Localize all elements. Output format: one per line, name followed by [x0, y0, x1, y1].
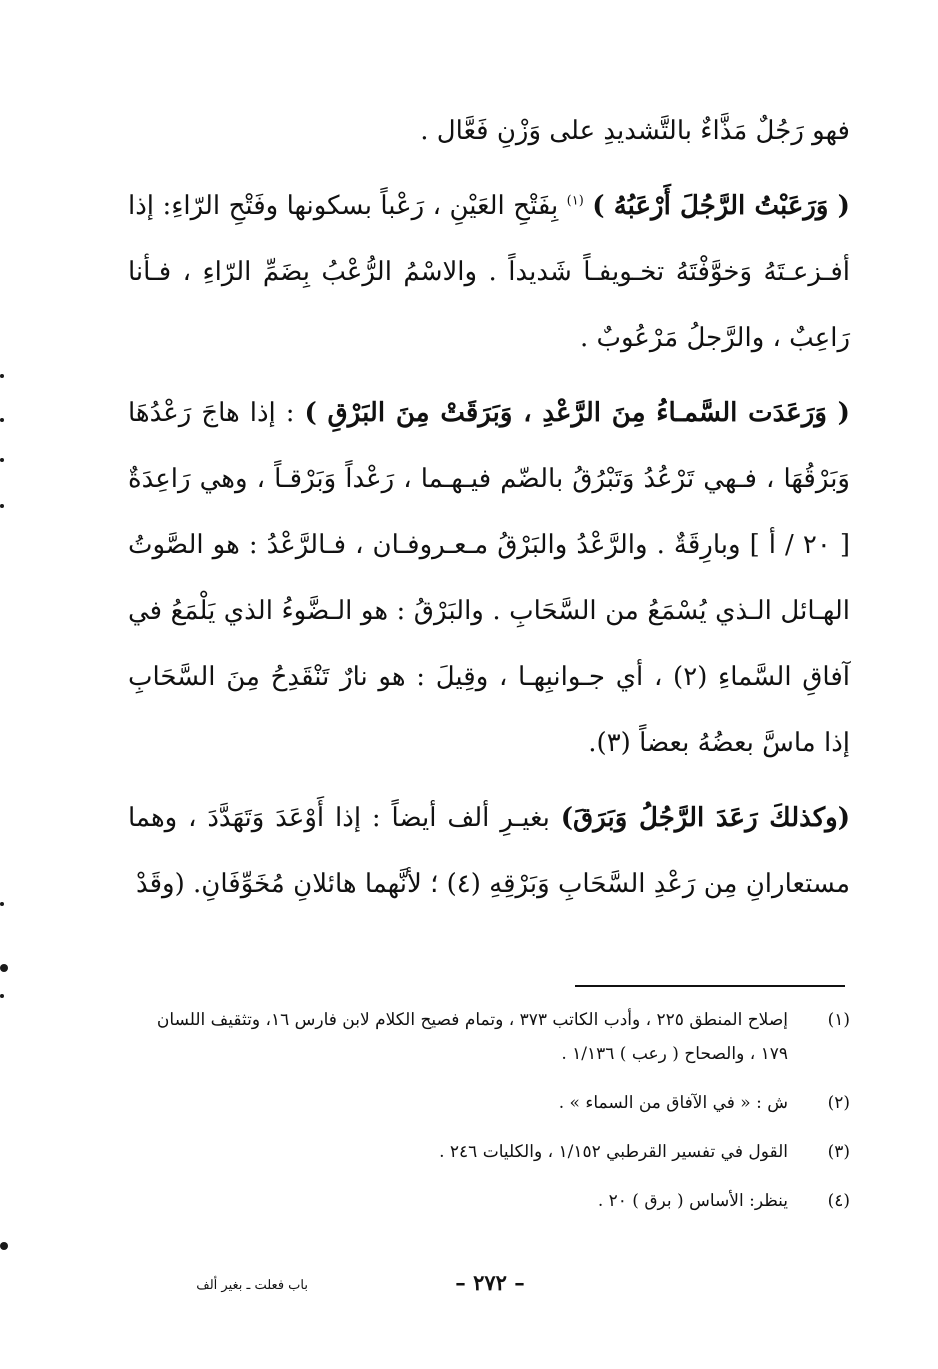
footnote-3	[128, 1135, 850, 1169]
footnote-number: (٢)	[827, 1093, 850, 1113]
footnote-number: (٤)	[827, 1191, 850, 1211]
footnote-2	[128, 1086, 850, 1120]
running-header: باب فعلت ـ بغير ألف	[196, 1278, 308, 1293]
footnote-separator	[575, 985, 845, 987]
footnote-ref-1: (١)	[566, 193, 584, 209]
footnote-text: القول في تفسير القرطبي ١/١٥٢ ، والكليات ٢٤٦ .	[439, 1142, 788, 1162]
paragraph-3-body: : إذا هاجَ رَعْدُهَا وَبَرْقُهَا ، فـهي تَرْعُدُ وَتَبْرُقُ بالضّم فيـهـما ، رَعْداً وَبَرْقـاً ، وهي رَاعِدَةٌ [ ٢٠ / أ ] وبارِقَةٌ . والرَّعْدُ والبَرْقُ مـعـروفـان ، فـالرَّعْدُ : هو الصَّوتُ الهـائل الـذي يُسْمَعُ من السَّحَابِ . والبَرْقُ : هو الـضَّوءُ الذي يَلْمَعُ في آفاقِ السَّماءِ (٢) ، أي جـوانبِهـا ، وقِيلَ : هو نارٌ تَنْقَدِحُ مِنَ السَّحَابِ إذا ماسَّ بعضُهُ بعضاً (٣).	[128, 398, 850, 758]
paragraph-4-body: بغيـرِ ألف أيضاً : إذا أَوْعَدَ وَتَهَدَّدَ ، وهما مستعارانِ مِن رَعْدِ السَّحَابِ وَبَرْقِهِ (٤) ؛ لأنَّهما هائلانِ مُخَوِّفَانِ. (وقَدْ	[128, 803, 850, 899]
margin-dot	[0, 1242, 8, 1250]
page-number: – ٢٧٢ –	[455, 1270, 525, 1295]
margin-speck	[0, 374, 4, 378]
paragraph-3	[128, 380, 850, 776]
paragraph-2	[128, 173, 850, 371]
margin-dot	[0, 964, 8, 972]
margin-speck	[0, 504, 4, 508]
footnote-text: إصلاح المنطق ٢٢٥ ، وأدب الكاتب ٣٧٣ ، وتمام فصيح الكلام لابن فارس ١٦، وتثقيف اللسان ١٧٩ ، والصحاح ( رعب ) ١/١٣٦ .	[156, 1010, 788, 1064]
paragraph-2-body: بِفَتْحِ العَيْنِ ، رَعْباً بسكونها وفَتْحِ الرّاءِ: إذا أفـزعـتَهُ وَخوَّفْتَهُ تخـويفـاً شَديداً . والاسْمُ الرُّعْبُ بِضَمِّ الرّاءِ ، فـأنا رَاعِبٌ ، والرَّجلُ مَرْعُوبٌ .	[128, 191, 850, 353]
paragraph-1	[128, 98, 850, 164]
footnote-4	[128, 1184, 850, 1218]
footnote-text: ينظر: الأساس ( برق ) ٢٠ .	[597, 1191, 788, 1211]
footnote-text: ش : « في الآفاق من السماء » .	[558, 1093, 788, 1113]
margin-speck	[0, 458, 4, 462]
margin-speck	[0, 994, 4, 998]
footnotes	[128, 1003, 850, 1233]
margin-speck	[0, 418, 4, 422]
paragraph-3-headword: ( وَرَعَدَت السَّمـاءُ مِنَ الرَّعْدِ ، وَبَرَقَتْ مِنَ البَرْقِ )	[304, 398, 850, 428]
paragraph-2-headword: ( وَرَعَبْتُ الرَّجُلَ أَرْعَبُهُ )	[592, 191, 850, 221]
paragraph-1-body: فهو رَجُلٌ مَذَّاءٌ بالتَّشديدِ على وَزْنِ فَعَّال .	[420, 116, 850, 146]
paragraph-4-headword: (وكذلكَ رَعَدَ الرَّجُلُ وَبَرَقَ)	[560, 803, 850, 833]
footnote-number: (١)	[827, 1010, 850, 1030]
main-text	[128, 98, 850, 917]
footnote-1	[128, 1003, 850, 1071]
paragraph-4	[128, 785, 850, 917]
margin-speck	[0, 902, 4, 906]
footnote-number: (٣)	[827, 1142, 850, 1162]
